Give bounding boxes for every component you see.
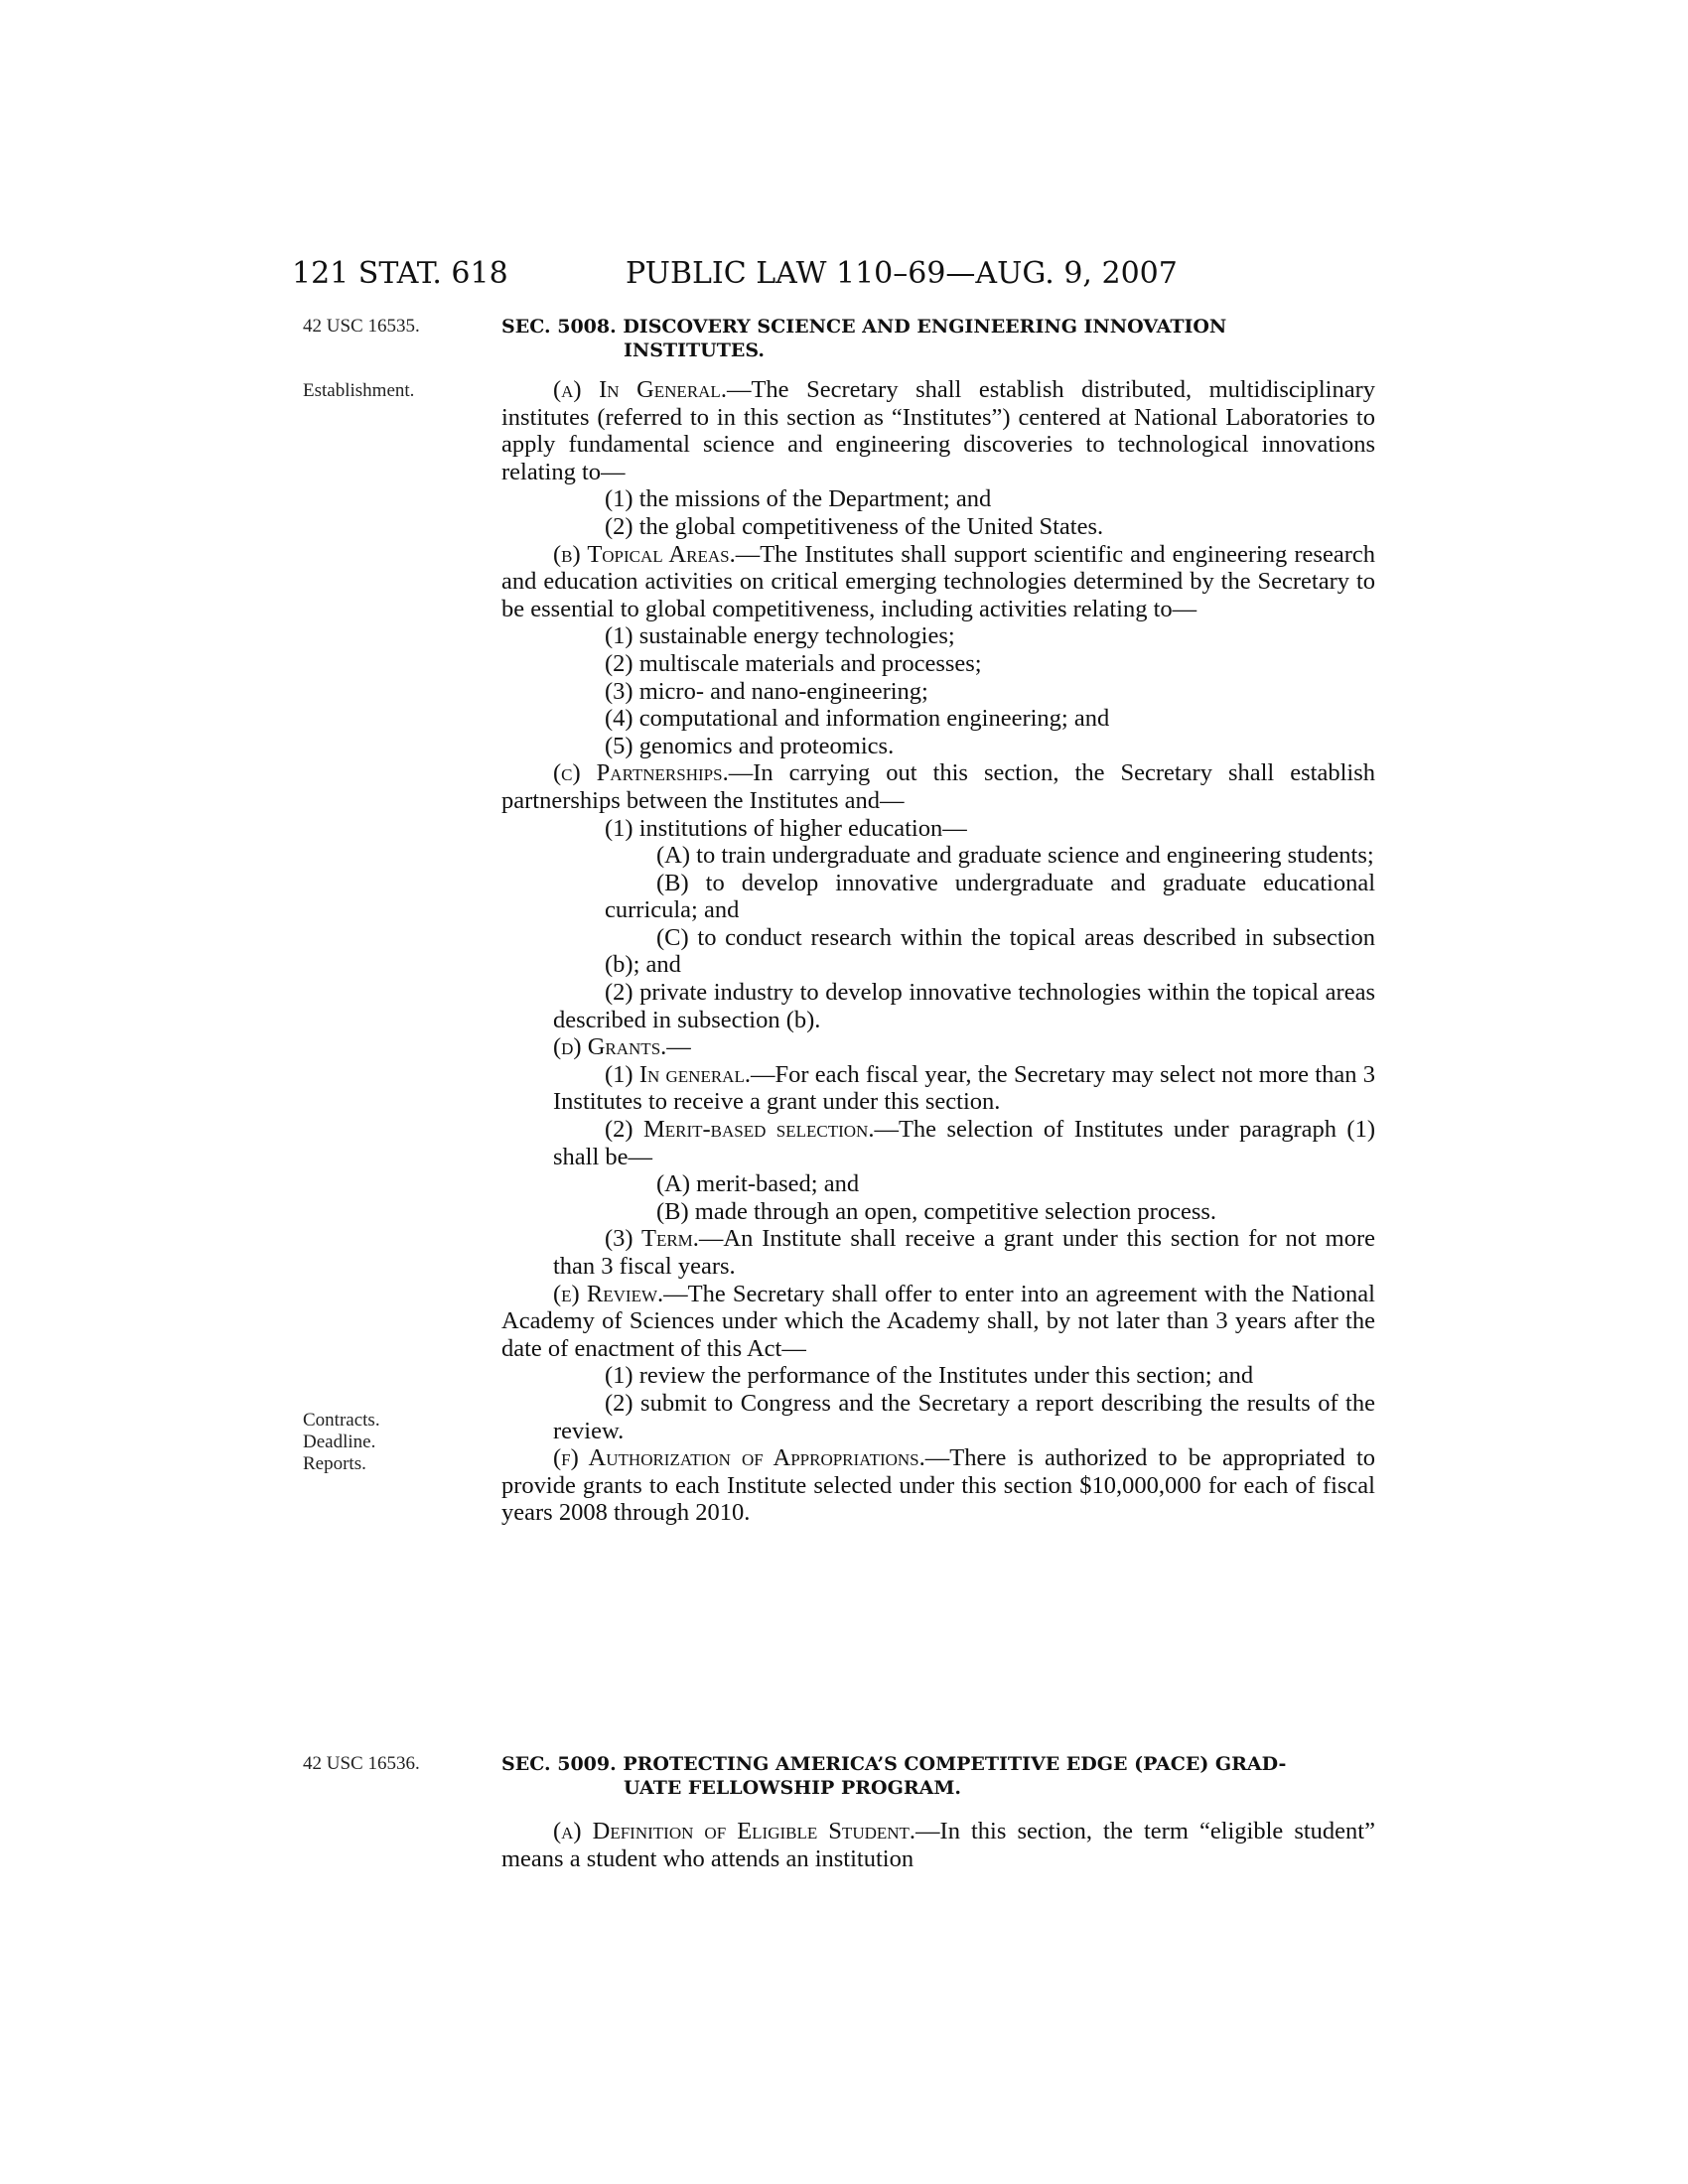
paragraph-d3: (3) Term.—An Institute shall receive a grant under this section for not more than 3 fiscal years. (553, 1225, 1375, 1280)
margin-note-establishment: Establishment. (303, 380, 415, 401)
paragraph-c1: (1) institutions of higher education— (605, 814, 967, 842)
subsection-e: (e) Review.—The Secretary shall offer to enter into an agreement with the National Academy of Sciences under which the Academy shall, by not later than 3 years after the date of enactment of this Act— (501, 1280, 1375, 1362)
paragraph-d1: (1) In general.—For each fiscal year, the Secretary may select not more than 3 Institutes to receive a grant under this section. (553, 1060, 1375, 1116)
margin-note-reports: Reports. (303, 1453, 366, 1474)
subsection-a: (a) In General.—The Secretary shall establish distributed, multidisciplinary institutes (referred to in this section as “Institutes”) centered at National Laboratories to apply fundamental science and engineering discoveries to technological innovations relating to— (501, 376, 1375, 485)
subparagraph-d2B: (B) made through an open, competitive selection process. (656, 1197, 1217, 1225)
subparagraph-c1A: (A) to train undergraduate and graduate science and engineering students; (656, 842, 1374, 870)
subsection-b: (b) Topical Areas.—The Institutes shall support scientific and engineering research and education activities on critical emerging technologies determined by the Secretary to be essential to global competitiveness, including activities relating to— (501, 540, 1375, 622)
section-5009-heading: SEC. 5009. PROTECTING AMERICA’S COMPETITIVE EDGE (PACE) GRAD- UATE FELLOWSHIP PROGRAM. (501, 1753, 1287, 1799)
subparagraph-c1C: (C) to conduct research within the topical areas described in subsection (b); and (605, 923, 1375, 979)
margin-note-contracts: Contracts. (303, 1410, 380, 1431)
margin-note-usc-5008: 42 USC 16535. (303, 316, 420, 337)
margin-note-group (303, 1410, 380, 1475)
paragraph-a1: (1) the missions of the Department; and (605, 485, 992, 513)
subsection-c: (c) Partnerships.—In carrying out this section, the Secretary shall establish partnerships between the Institutes and— (501, 759, 1375, 814)
paragraph-b5: (5) genomics and proteomics. (605, 732, 895, 759)
paragraph-b1: (1) sustainable energy technologies; (605, 622, 955, 650)
stat-page-number: 121 STAT. 618 (292, 256, 508, 291)
running-head: PUBLIC LAW 110–69—AUG. 9, 2007 (626, 256, 1178, 291)
paragraph-a2: (2) the global competitiveness of the United States. (605, 512, 1104, 540)
subsection-5009-a: (a) Definition of Eligible Student.—In this section, the term “eligible student” means a student who attends an institution (501, 1818, 1375, 1872)
paragraph-c2: (2) private industry to develop innovative technologies within the topical areas described in subsection (b). (553, 979, 1375, 1033)
section-5009 (501, 1752, 1375, 1872)
subparagraph-c1B: (B) to develop innovative undergraduate and graduate educational curricula; and (605, 869, 1375, 924)
paragraph-b4: (4) computational and information engineering; and (605, 705, 1110, 733)
subparagraph-d2A: (A) merit-based; and (656, 1170, 860, 1198)
margin-note-usc-5009: 42 USC 16536. (303, 1753, 420, 1774)
subsection-d: (d) Grants.— (553, 1033, 691, 1061)
margin-note-deadline: Deadline. (303, 1432, 376, 1452)
section-5008 (501, 315, 1375, 1527)
subsection-f: (f) Authorization of Appropriations.—There is authorized to be appropriated to provide grants to each Institute selected under this section $10,000,000 for each of fiscal years 2008 through 2010. (501, 1444, 1375, 1527)
paragraph-e1: (1) review the performance of the Institutes under this section; and (605, 1362, 1254, 1390)
paragraph-b2: (2) multiscale materials and processes; (605, 649, 982, 677)
paragraph-d2: (2) Merit-based selection.—The selection of Institutes under paragraph (1) shall be— (553, 1116, 1375, 1170)
section-5008-heading: SEC. 5008. DISCOVERY SCIENCE AND ENGINEERING INNOVATION INSTITUTES. (501, 316, 1227, 361)
paragraph-b3: (3) micro- and nano-engineering; (605, 677, 928, 705)
paragraph-e2: (2) submit to Congress and the Secretary a report describing the results of the review. (553, 1389, 1375, 1444)
